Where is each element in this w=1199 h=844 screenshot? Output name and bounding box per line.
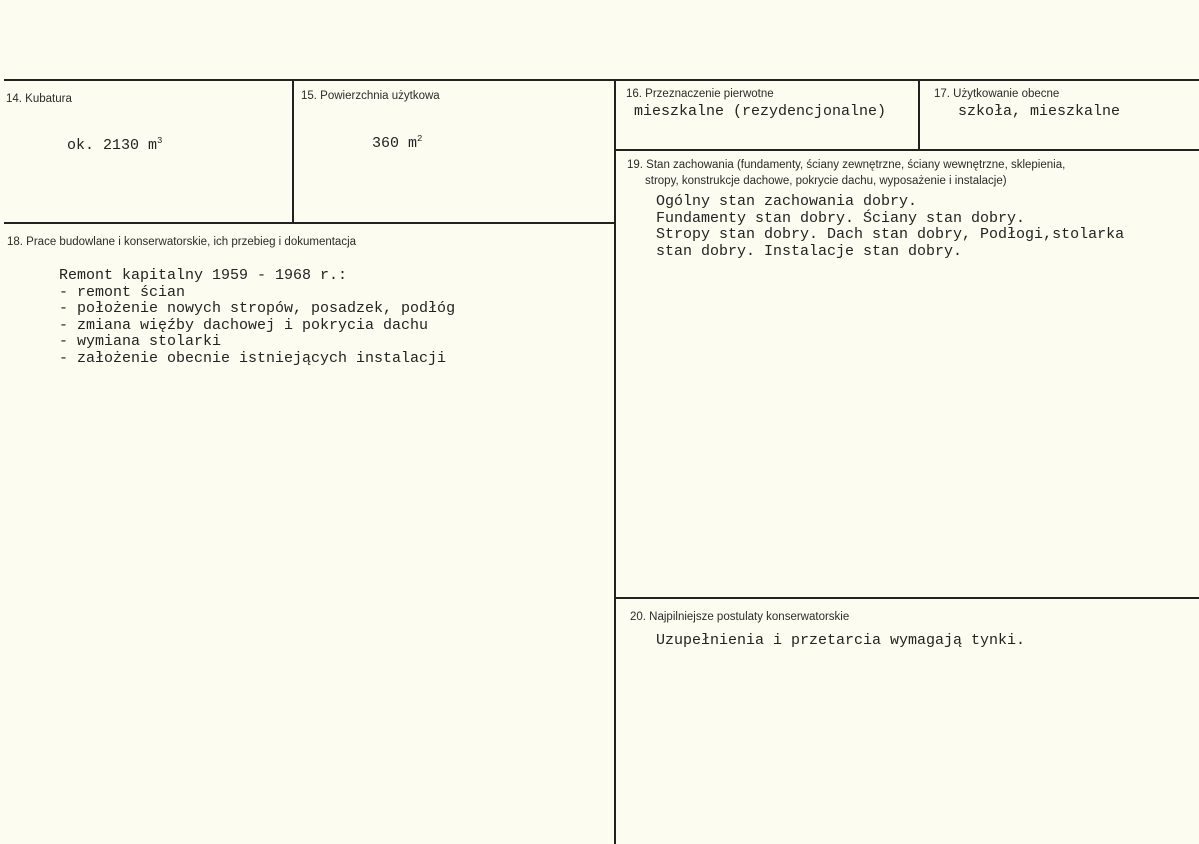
- field-19-label-line-2: stropy, konstrukcje dachowe, pokrycie dachu, wyposażenie i instalacje): [645, 175, 1007, 187]
- field-20-value: Uzupełnienia i przetarcia wymagają tynki.: [656, 632, 1026, 649]
- field-19-line: Ogólny stan zachowania dobry.: [656, 193, 918, 210]
- field-18-line: - założenie obecnie istniejących instalacji: [59, 349, 447, 367]
- field-18-line: - położenie nowych stropów, posadzek, podłóg: [59, 300, 456, 317]
- field-19-text: [656, 194, 1124, 260]
- field-18-line: - remont ścian: [59, 283, 186, 301]
- field-14-unit-exponent: 3: [157, 136, 163, 146]
- field-16-label: 16. Przeznaczenie pierwotne: [626, 88, 774, 100]
- field-14-label: 14. Kubatura: [6, 93, 72, 105]
- field-15-unit-exponent: 2: [417, 134, 423, 144]
- field-18-line: Remont kapitalny 1959 - 1968 r.:: [59, 267, 348, 284]
- field-19-label-line-1: 19. Stan zachowania (fundamenty, ściany zewnętrzne, ściany wewnętrzne, sklepienia,: [627, 159, 1066, 171]
- divider-14-15: [292, 80, 294, 223]
- rule-above-20: [615, 597, 1199, 599]
- top-rule: [4, 79, 1199, 81]
- field-17-value: szkoła, mieszkalne: [958, 103, 1121, 120]
- field-15-label: 15. Powierzchnia użytkowa: [301, 90, 440, 102]
- field-15-value-text: 360 m: [372, 135, 418, 152]
- divider-16-17: [918, 80, 920, 150]
- field-18-line: - zmiana więźby dachowej i pokrycia dachu: [59, 316, 429, 334]
- field-14-value: [67, 133, 162, 155]
- field-19-line: Fundamenty stan dobry. Ściany stan dobry.: [656, 209, 1026, 227]
- field-14-value-text: ok. 2130 m: [67, 137, 158, 154]
- field-20-label: 20. Najpilniejsze postulaty konserwatorskie: [630, 611, 850, 623]
- rule-above-19: [615, 149, 1199, 151]
- field-18-text: [59, 268, 455, 367]
- field-17-label: 17. Użytkowanie obecne: [934, 88, 1060, 100]
- field-18-label: 18. Prace budowlane i konserwatorskie, ich przebieg i dokumentacja: [7, 236, 357, 248]
- field-18-line: - wymiana stolarki: [59, 333, 222, 350]
- rule-above-18: [4, 222, 616, 224]
- field-16-value: mieszkalne (rezydencjonalne): [634, 103, 887, 120]
- field-15-value: [372, 131, 422, 153]
- field-19-line: stan dobry. Instalacje stan dobry.: [656, 242, 963, 260]
- field-19-line: Stropy stan dobry. Dach stan dobry, Podłogi,stolarka: [656, 226, 1125, 243]
- center-divider: [614, 80, 616, 844]
